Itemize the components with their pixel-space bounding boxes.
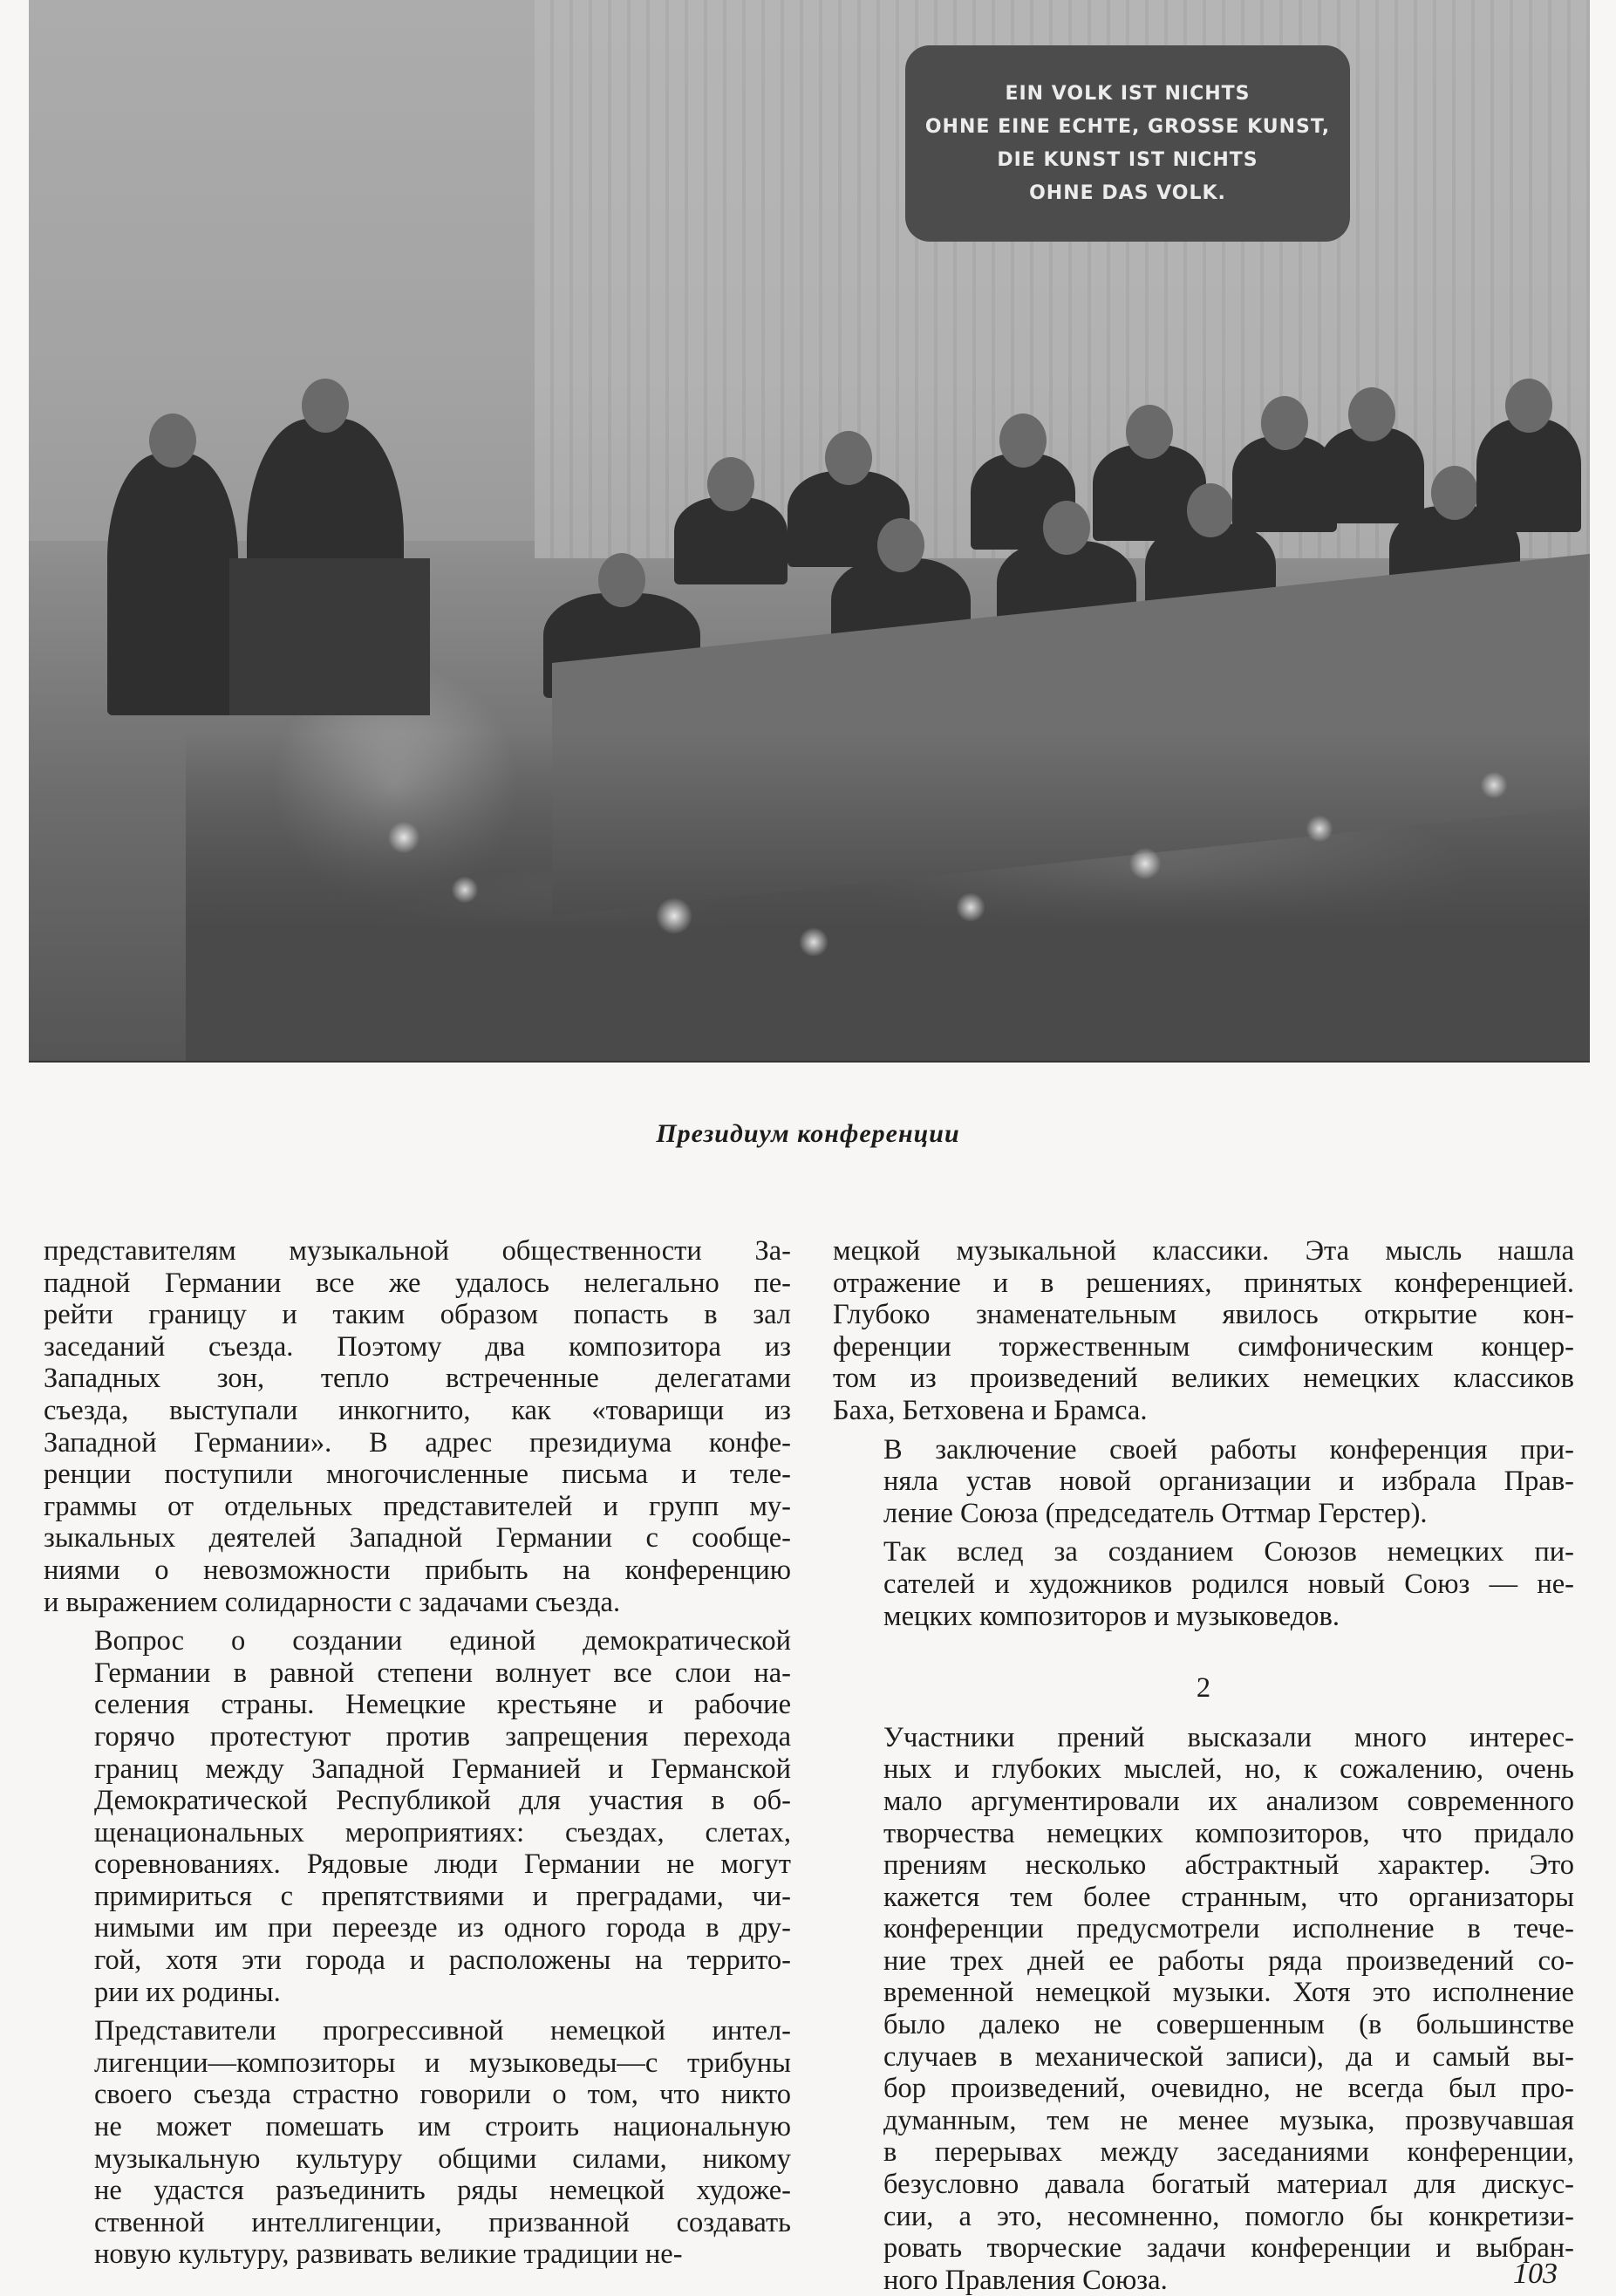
text-line: Представители прогрессивной немецкой интел- [94,2015,791,2047]
text-line: гой, хотя эти города и расположены на террито- [94,1944,791,1977]
text-line: ние трех дней ее работы ряда произведений со- [883,1944,1574,1977]
text-line: лигенции—композиторы и музыковеды—с трибуны [94,2047,791,2079]
text-line: прениям несколько абстрактный характер. Это [883,1849,1574,1882]
text-line: няла устав новой организации и избрала Прав- [883,1466,1574,1498]
text-line: ных и глубоких мыслей, но, к сожалению, очень [883,1753,1574,1786]
paragraph [833,1722,1574,2296]
text-line: мецкой музыкальной классики. Эта мысль нашла [833,1235,1574,1267]
paragraph [44,1235,791,1618]
text-line: граммы от отдельных представителей и групп му- [44,1490,791,1522]
text-line: рейти границу и таким образом попасть в зал [44,1299,791,1331]
slogan-banner [905,45,1350,242]
paragraph [833,1434,1574,1530]
paragraph [833,1536,1574,1632]
text-line: ференции торжественным симфоническим концер- [833,1330,1574,1363]
text-line: рии их родины. [94,1976,281,2008]
text-line: Западных зон, тепло встреченные делегатами [44,1363,791,1395]
text-line: соревнованиях. Рядовые люди Германии не могут [94,1848,791,1881]
text-line: Баха, Бетховена и Брамса. [833,1394,1148,1426]
text-line: сии, а это, несомненно, помогло бы конкретизи- [883,2200,1574,2232]
right-column [833,1235,1574,2296]
text-line: Глубоко знаменательным явилось открытие кон- [833,1299,1574,1331]
text-line: нимыми им при переезде из одного города в дру- [94,1912,791,1944]
text-line: примириться с препятствиями и преградами, чи- [94,1880,791,1912]
presidium-member [1476,419,1581,532]
text-line: съезда, выступали инкогнито, как «товарищи из [44,1394,791,1426]
text-line: заседаний съезда. Поэтому два композитора из [44,1330,791,1363]
paragraph [44,2015,791,2271]
presidium-photo [29,0,1590,1063]
presidium-member [1319,427,1424,523]
podium [229,558,430,715]
text-line: было далеко не совершенным (в большинстве [883,2009,1574,2041]
text-line: кажется тем более странным, что организаторы [883,1881,1574,1913]
text-line: Вопрос о создании единой демократической [94,1625,791,1657]
text-line: временной немецкой музыки. Хотя это исполнение [883,1977,1574,2009]
text-line: горячо протестуют против запрещения перехода [94,1720,791,1753]
paragraph [44,1625,791,2008]
text-line: том из произведений великих немецких классиков [833,1363,1574,1395]
text-line: Так вслед за созданием Союзов немецких пи- [883,1536,1574,1568]
text-line: отражение и в решениях, принятых конференцией. [833,1267,1574,1299]
text-line: мало аргументировали их анализом современного [883,1785,1574,1817]
text-line: думанным, тем не менее музыка, прозвучавшая [883,2104,1574,2136]
text-line: Участники прений высказали много интерес- [883,1721,1574,1753]
text-line: ровать творческие задачи конференции и выбран- [883,2232,1574,2265]
text-line: границ между Западной Германией и Германской [94,1753,791,1785]
text-line: мецких композиторов и музыковедов. [883,1600,1340,1632]
text-line: щенациональных мероприятиях: съездах, слетах, [94,1816,791,1848]
text-line: своего съезда страстно говорили о том, что никто [94,2079,791,2111]
text-line: селения страны. Немецкие крестьяне и рабочие [94,1689,791,1721]
text-line: ственной интеллигенции, призванной создавать [94,2206,791,2238]
text-line: музыкальную культуру общими силами, никому [94,2142,791,2175]
banner-line: OHNE EINE ECHTE, GROSSE KUNST, [924,115,1331,138]
flower-arrangement [186,733,1590,1061]
text-line: не удастся разъединить ряды немецкой художе- [94,2175,791,2207]
paragraph [833,1235,1574,1427]
text-line: ного Правления Союза. [883,2264,1168,2296]
text-line: безусловно давала богатый материал для дискус- [883,2169,1574,2201]
text-line: новую культуру, развивать великие традиции не- [94,2238,683,2271]
text-line: бор произведений, очевидно, не всегда был про- [883,2073,1574,2105]
text-line: случаев в механической записи), да и самый вы- [883,2040,1574,2073]
text-line: представителям музыкальной общественности За- [44,1235,791,1267]
text-line: ниями о невозможности прибыть на конференцию [44,1554,791,1586]
text-line: зыкальных деятелей Западной Германии с сообще- [44,1522,791,1555]
text-line: падной Германии все же удалось нелегально пе- [44,1267,791,1299]
banner-line: OHNE DAS VOLK. [1029,181,1226,204]
presidium-member [674,497,788,584]
text-line: В заключение своей работы конференция при- [883,1433,1574,1466]
text-line: творчества немецких композиторов, что придало [883,1817,1574,1849]
text-line: Демократической Республикой для участия в об- [94,1785,791,1817]
photo-caption: Президиум конференции [656,1119,960,1148]
text-line: конференции предусмотрели исполнение в тече- [883,1913,1574,1945]
text-line: сателей и художников родился новый Союз — не- [883,1568,1574,1600]
banner-line: EIN VOLK IST NICHTS [1005,82,1251,105]
left-column [44,1235,791,2271]
text-line: Германии в равной степени волнует все слои на- [94,1657,791,1689]
text-line: Западной Германии». В адрес президиума конфе- [44,1426,791,1459]
text-line: в перерывах между заседаниями конференции, [883,2136,1574,2169]
speaker-figure [107,454,238,715]
banner-line: DIE KUNST IST NICHTS [997,148,1258,171]
text-line: не может помешать им строить национальную [94,2111,791,2143]
section-number: 2 [1196,1672,1211,1705]
text-line: ренции поступили многочисленные письма и теле- [44,1459,791,1491]
text-line: и выражением солидарности с задачами съезда. [44,1586,621,1618]
text-line: ление Союза (председатель Оттмар Герстер). [883,1497,1428,1529]
page-number: 103 [1513,2258,1558,2290]
